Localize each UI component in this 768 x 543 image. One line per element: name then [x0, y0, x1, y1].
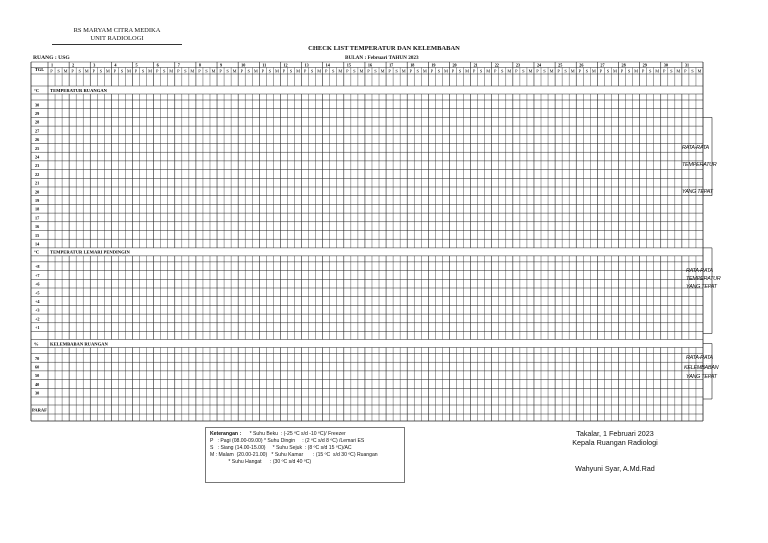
day-number: 31 — [684, 62, 690, 68]
shift-letter: S — [332, 68, 335, 74]
shift-letter: P — [113, 68, 117, 74]
shift-letter: S — [57, 68, 60, 74]
shift-letter: M — [127, 68, 131, 74]
day-number: 23 — [515, 62, 521, 68]
legend-line-3: M : Malam (20.00-21.00) * Suhu Kamar : (15 ºC s/d 30 ºC) Ruangan — [210, 452, 378, 459]
shift-letter: M — [169, 68, 174, 74]
level-label: +6 — [35, 281, 40, 287]
level-label: 25 — [35, 145, 40, 151]
kelembaban-side-label-2: KELEMBABAN — [684, 365, 719, 371]
day-number: 25 — [558, 62, 563, 68]
day-number: 12 — [283, 62, 288, 68]
level-label: 22 — [35, 171, 40, 177]
shift-letter: S — [374, 68, 377, 74]
shift-letter: S — [78, 68, 81, 74]
shift-letter: S — [247, 68, 250, 74]
shift-letter: M — [253, 68, 258, 74]
section-title: KELEMBABAN RUANGAN — [50, 341, 108, 347]
shift-letter: P — [324, 68, 328, 74]
shift-letter: M — [211, 68, 216, 74]
day-number: 26 — [579, 62, 584, 68]
shift-letter: P — [71, 68, 74, 74]
ruangan-side-label-1: RATA-RATA — [682, 145, 709, 151]
shift-letter: S — [226, 68, 229, 74]
shift-letter: M — [190, 68, 195, 74]
legend-line-1: P : Pagi (08.00-09.00) * Suhu Dingin : (2 ºC s/d 8 ºC) /Lemari ES — [210, 438, 365, 445]
shift-letter: P — [557, 68, 560, 74]
level-label: 21 — [35, 180, 40, 186]
level-label: +5 — [35, 290, 40, 296]
legend-heading: Keterangan : — [210, 431, 242, 437]
form-title: CHECK LIST TEMPERATUR DAN KELEMBABAN — [308, 45, 460, 52]
shift-letter: M — [507, 68, 512, 74]
day-number: 10 — [241, 62, 246, 68]
lemari-side-label-3: YANG TEPAT — [686, 284, 717, 290]
shift-letter: P — [282, 68, 286, 74]
level-label: 70 — [35, 355, 40, 361]
ruangan-side-label-2: TEMPERATUR — [682, 162, 717, 168]
shift-letter: S — [501, 68, 504, 74]
shift-letter: M — [338, 68, 343, 74]
day-number: 17 — [389, 62, 394, 68]
shift-letter: S — [162, 68, 166, 74]
signature-position: Kepala Ruangan Radiologi — [572, 437, 658, 447]
level-label: 17 — [35, 215, 40, 221]
day-number: 30 — [663, 62, 668, 68]
day-number: 19 — [431, 62, 436, 68]
shift-letter: P — [346, 68, 349, 74]
day-number: 7 — [177, 62, 180, 68]
shift-letter: M — [105, 68, 110, 74]
shift-letter: M — [549, 68, 554, 74]
shift-letter: P — [494, 68, 497, 74]
shift-letter: M — [528, 68, 533, 74]
level-label: 60 — [35, 364, 40, 370]
signature-name: Wahyuni Syar, A.Md.Rad — [575, 464, 655, 473]
shift-letter: S — [522, 68, 525, 74]
level-label: 27 — [35, 128, 40, 134]
shift-letter: P — [50, 68, 53, 74]
shift-letter: M — [697, 68, 702, 74]
level-label: 18 — [35, 206, 40, 212]
shift-letter: M — [274, 68, 279, 74]
shift-letter: P — [641, 68, 645, 74]
shift-letter: S — [585, 68, 589, 74]
day-number: 8 — [198, 62, 201, 68]
shift-letter: P — [536, 68, 539, 74]
lemari-side-label-2: TEMPERATUR — [686, 276, 721, 282]
shift-letter: P — [430, 68, 434, 74]
level-label: 28 — [35, 119, 40, 125]
legend-line-4: * Suhu Hangat : (30 ºC s/d 40 ºC) — [210, 459, 312, 466]
legend-line-0: * Suhu Beku : (-25 ºC s/d -10 ºC)/ Freezer — [241, 431, 346, 437]
level-label: 15 — [35, 232, 40, 238]
day-number: 15 — [346, 62, 351, 68]
shift-letter: M — [634, 68, 639, 74]
day-number: 4 — [114, 62, 117, 68]
shift-letter: M — [655, 68, 660, 74]
shift-letter: P — [599, 68, 603, 74]
shift-letter: S — [395, 68, 398, 74]
level-label: 30 — [35, 102, 40, 108]
level-label: 20 — [35, 189, 40, 195]
day-number: 3 — [93, 62, 96, 68]
level-label: 14 — [35, 241, 40, 247]
shift-letter: P — [240, 68, 243, 74]
day-number: 21 — [473, 62, 478, 68]
day-number: 16 — [367, 62, 373, 68]
day-number: 13 — [304, 62, 309, 68]
shift-letter: S — [458, 68, 462, 74]
shift-letter: M — [317, 68, 322, 74]
day-number: 6 — [156, 62, 159, 68]
shift-letter: M — [63, 68, 68, 74]
level-label: +2 — [35, 316, 40, 322]
shift-letter: S — [268, 68, 272, 74]
day-number: 24 — [536, 62, 542, 68]
level-label: 19 — [35, 198, 40, 203]
day-number: 28 — [621, 62, 626, 68]
shift-letter: S — [120, 68, 124, 74]
shift-letter: P — [684, 68, 687, 74]
shift-letter: M — [465, 68, 470, 74]
day-number: 22 — [494, 62, 499, 68]
shift-letter: P — [219, 68, 222, 74]
level-label: 16 — [35, 224, 40, 230]
shift-letter: S — [416, 68, 419, 74]
shift-letter: P — [155, 68, 159, 74]
shift-letter: S — [289, 68, 293, 74]
shift-letter: M — [380, 68, 385, 74]
level-label: 29 — [35, 111, 40, 116]
level-label: 40 — [35, 381, 40, 387]
shift-letter: M — [84, 68, 89, 74]
shift-letter: M — [443, 68, 448, 74]
day-number: 11 — [262, 62, 267, 68]
hospital-name: RS MARYAM CITRA MEDIKA — [73, 27, 161, 34]
day-number: 2 — [72, 62, 75, 68]
signature-block — [540, 430, 690, 447]
shift-letter: P — [620, 68, 624, 74]
level-label: 23 — [35, 163, 40, 169]
level-label: +1 — [35, 325, 40, 331]
shift-letter: P — [578, 68, 581, 74]
tgl-label: TGL — [34, 67, 45, 72]
day-number: 20 — [452, 62, 457, 68]
day-number: 5 — [135, 62, 138, 68]
shift-letter: P — [409, 68, 412, 74]
shift-letter: M — [613, 68, 617, 74]
shift-letter: P — [177, 68, 180, 74]
shift-letter: S — [205, 68, 208, 74]
shift-letter: M — [296, 68, 300, 74]
shift-letter: M — [148, 68, 153, 74]
section-unit: °C — [34, 87, 40, 93]
level-label: +8 — [35, 264, 40, 270]
section-unit: °C — [34, 249, 40, 255]
shift-letter: M — [232, 68, 237, 74]
kelembaban-side-label-1: RATA-RATA — [686, 355, 713, 361]
shift-letter: S — [670, 68, 673, 74]
day-number: 14 — [325, 62, 330, 68]
level-label: +4 — [35, 299, 40, 304]
shift-letter: M — [486, 68, 491, 74]
shift-letter: P — [472, 68, 476, 74]
shift-letter: M — [422, 68, 427, 74]
shift-letter: S — [543, 68, 546, 74]
signature-date: Takalar, 1 Februari 2023 — [576, 429, 654, 438]
level-label: 50 — [35, 373, 40, 379]
shift-letter: S — [353, 68, 356, 74]
ruangan-side-label-3: YANG TEPAT — [682, 189, 713, 195]
lemari-side-label-1: RATA-RATA — [686, 268, 713, 274]
shift-letter: M — [676, 68, 681, 74]
paraf-label: PARAF — [32, 407, 47, 413]
level-label: 24 — [35, 154, 40, 160]
shift-letter: S — [479, 68, 483, 74]
section-title: TEMPERATUR LEMARI PENDINGIN — [50, 249, 130, 255]
shift-letter: M — [591, 68, 596, 74]
day-number: 27 — [600, 62, 605, 68]
shift-letter: S — [691, 68, 694, 74]
shift-letter: P — [134, 68, 138, 74]
shift-letter: S — [310, 68, 314, 74]
day-number: 1 — [51, 62, 54, 68]
shift-letter: M — [401, 68, 406, 74]
section-unit: % — [34, 341, 39, 347]
shift-letter: S — [184, 68, 187, 74]
shift-letter: S — [141, 68, 145, 74]
level-label: +7 — [35, 272, 40, 278]
room-label: RUANG : USG — [33, 55, 70, 61]
shift-letter: P — [261, 68, 265, 74]
shift-letter: M — [570, 68, 575, 74]
shift-letter: P — [388, 68, 391, 74]
shift-letter: P — [515, 68, 518, 74]
shift-letter: S — [627, 68, 631, 74]
day-number: 9 — [220, 62, 223, 68]
legend-box — [205, 427, 405, 483]
shift-letter: P — [92, 68, 96, 74]
shift-letter: S — [99, 68, 103, 74]
day-number: 29 — [642, 62, 647, 68]
level-label: 30 — [35, 390, 40, 396]
shift-letter: S — [564, 68, 567, 74]
shift-letter: P — [451, 68, 455, 74]
level-label: +3 — [35, 307, 40, 313]
shift-letter: M — [359, 68, 364, 74]
shift-letter: S — [606, 68, 610, 74]
shift-letter: S — [648, 68, 652, 74]
shift-letter: P — [367, 68, 370, 74]
shift-letter: P — [303, 68, 307, 74]
unit-name: UNIT RADIOLOGI — [90, 35, 144, 42]
month-label: BULAN : Februari TAHUN 2023 — [345, 55, 419, 61]
shift-letter: P — [663, 68, 666, 74]
kelembaban-side-label-3: YANG TEPAT — [686, 374, 717, 380]
shift-letter: P — [198, 68, 201, 74]
level-label: 26 — [35, 137, 40, 143]
shift-letter: S — [437, 68, 441, 74]
day-number: 18 — [410, 62, 415, 68]
section-title: TEMPERATUR RUANGAN — [50, 87, 107, 93]
legend-line-2: S : Siang (14.00-15.00) * Suhu Sejuk : (8 ºC s/d 15 ºC)/AC — [210, 445, 352, 452]
